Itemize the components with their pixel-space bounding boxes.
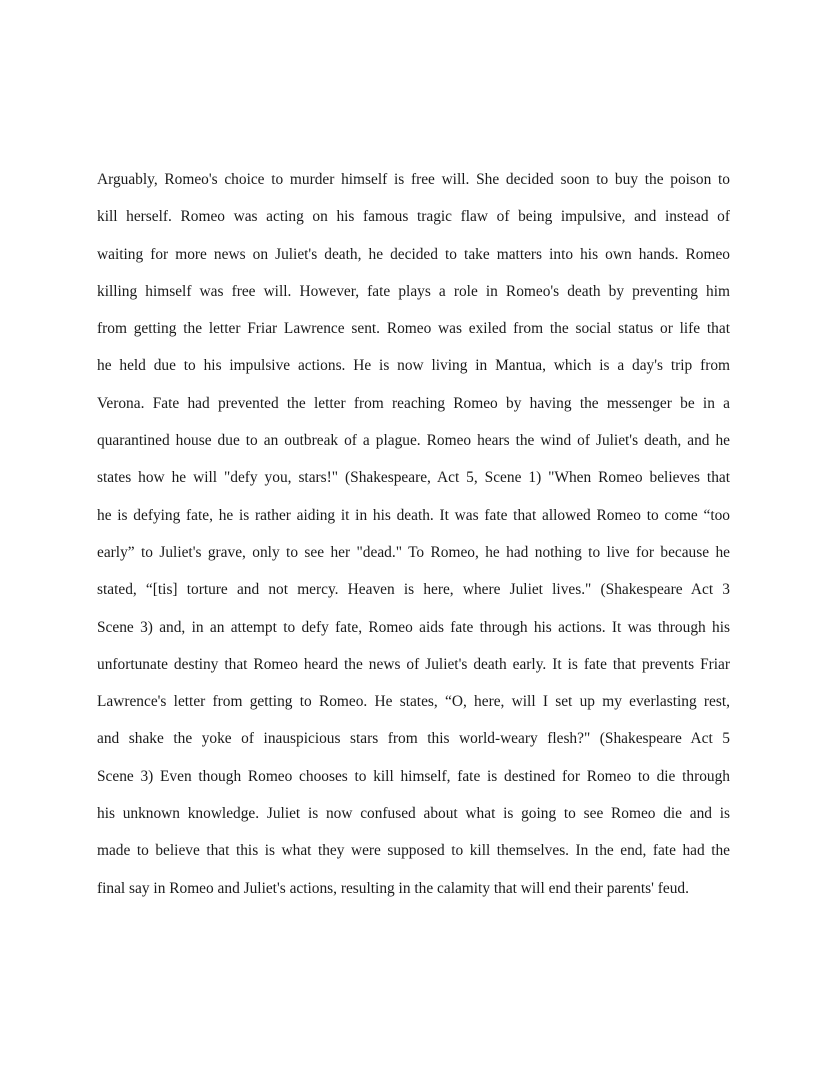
text-line-8: quarantined house due to an outbreak of a plague. Romeo hears the wind of Juliet's death, and he	[97, 432, 730, 450]
essay-paragraph	[97, 167, 730, 913]
text-line-20: final say in Romeo and Juliet's actions, resulting in the calamity that will end their parents' feud.	[97, 879, 689, 897]
text-line-4: killing himself was free will. However, fate plays a role in Romeo's death by preventing him	[97, 282, 730, 300]
text-line-15: Lawrence's letter from getting to Romeo. He states, “O, here, will I set up my everlasting rest,	[97, 693, 730, 711]
text-line-11: early” to Juliet's grave, only to see her "dead." To Romeo, he had nothing to live for because he	[97, 543, 730, 561]
text-line-9: states how he will "defy you, stars!" (Shakespeare, Act 5, Scene 1) "When Romeo believes that	[97, 469, 730, 487]
text-line-6: he held due to his impulsive actions. He is now living in Mantua, which is a day's trip from	[97, 357, 730, 375]
text-line-14: unfortunate destiny that Romeo heard the news of Juliet's death early. It is fate that prevents Friar	[97, 655, 730, 673]
text-line-13: Scene 3) and, in an attempt to defy fate, Romeo aids fate through his actions. It was through his	[97, 618, 730, 636]
text-line-3: waiting for more news on Juliet's death, he decided to take matters into his own hands. Romeo	[97, 245, 730, 263]
text-line-16: and shake the yoke of inauspicious stars from this world-weary flesh?" (Shakespeare Act 5	[97, 730, 730, 748]
text-line-2: kill herself. Romeo was acting on his famous tragic flaw of being impulsive, and instead of	[97, 208, 730, 226]
text-line-10: he is defying fate, he is rather aiding it in his death. It was fate that allowed Romeo to come “too	[97, 506, 730, 524]
text-line-12: stated, “[tis] torture and not mercy. Heaven is here, where Juliet lives." (Shakespeare Act 3	[97, 581, 730, 599]
text-line-18: his unknown knowledge. Juliet is now confused about what is going to see Romeo die and is	[97, 805, 730, 823]
text-line-5: from getting the letter Friar Lawrence sent. Romeo was exiled from the social status or life that	[97, 320, 730, 338]
text-line-17: Scene 3) Even though Romeo chooses to kill himself, fate is destined for Romeo to die through	[97, 767, 730, 785]
text-line-19: made to believe that this is what they were supposed to kill themselves. In the end, fate had the	[97, 842, 730, 860]
text-line-7: Verona. Fate had prevented the letter from reaching Romeo by having the messenger be in a	[97, 394, 730, 412]
text-line-1: Arguably, Romeo's choice to murder himself is free will. She decided soon to buy the poison to	[97, 171, 730, 188]
